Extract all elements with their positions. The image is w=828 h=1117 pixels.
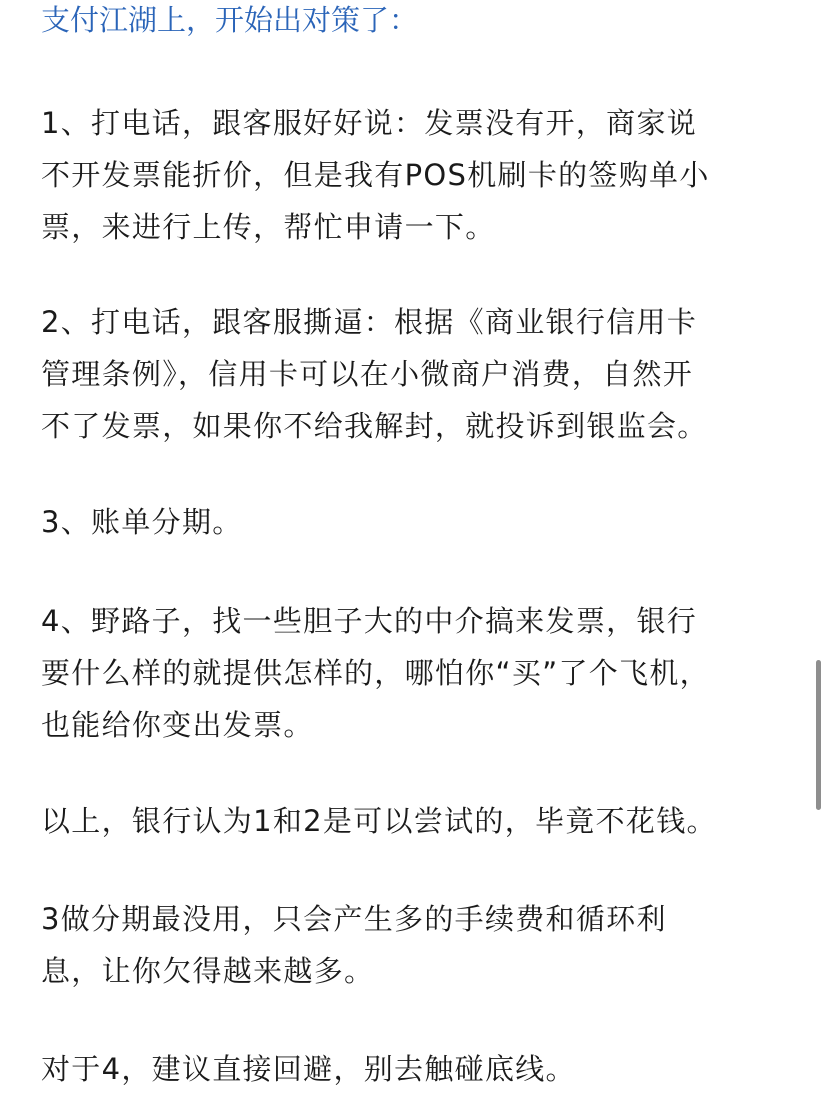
paragraph-5 <box>41 795 801 847</box>
paragraph-line: 不了发票，如果你不给我解封，就投诉到银监会。 <box>41 409 708 443</box>
paragraph-line: 不开发票能折价，但是我有POS机刷卡的签购单小 <box>41 158 710 192</box>
paragraph-line: 2、打电话，跟客服撕逼：根据《商业银行信用卡 <box>41 305 698 339</box>
paragraph-line: 也能给你变出发票。 <box>41 708 314 742</box>
paragraph-2 <box>41 296 801 452</box>
paragraph-6 <box>41 893 801 997</box>
vertical-scrollbar[interactable] <box>816 660 821 810</box>
paragraph-1 <box>41 97 801 253</box>
paragraph-line: 对于4，建议直接回避，别去触碰底线。 <box>41 1052 576 1086</box>
paragraph-line: 4、野路子，找一些胆子大的中介搞来发票，银行 <box>41 604 698 638</box>
paragraph-line: 3做分期最没用，只会产生多的手续费和循环利 <box>41 902 667 936</box>
paragraph-line: 要什么样的就提供怎样的，哪怕你“买”了个飞机， <box>41 656 710 690</box>
paragraph-4 <box>41 595 801 751</box>
article-heading: 支付江湖上，开始出对策了： <box>41 3 419 37</box>
paragraph-line: 管理条例》，信用卡可以在小微商户消费，自然开 <box>41 357 694 391</box>
paragraph-line: 息，让你欠得越来越多。 <box>41 954 375 988</box>
paragraph-line: 3、账单分期。 <box>41 505 243 539</box>
paragraph-3 <box>41 496 801 548</box>
paragraph-7 <box>41 1043 801 1095</box>
paragraph-line: 以上，银行认为1和2是可以尝试的，毕竟不花钱。 <box>41 804 717 838</box>
paragraph-line: 票，来进行上传，帮忙申请一下。 <box>41 210 496 244</box>
paragraph-line: 1、打电话，跟客服好好说：发票没有开，商家说 <box>41 106 698 140</box>
